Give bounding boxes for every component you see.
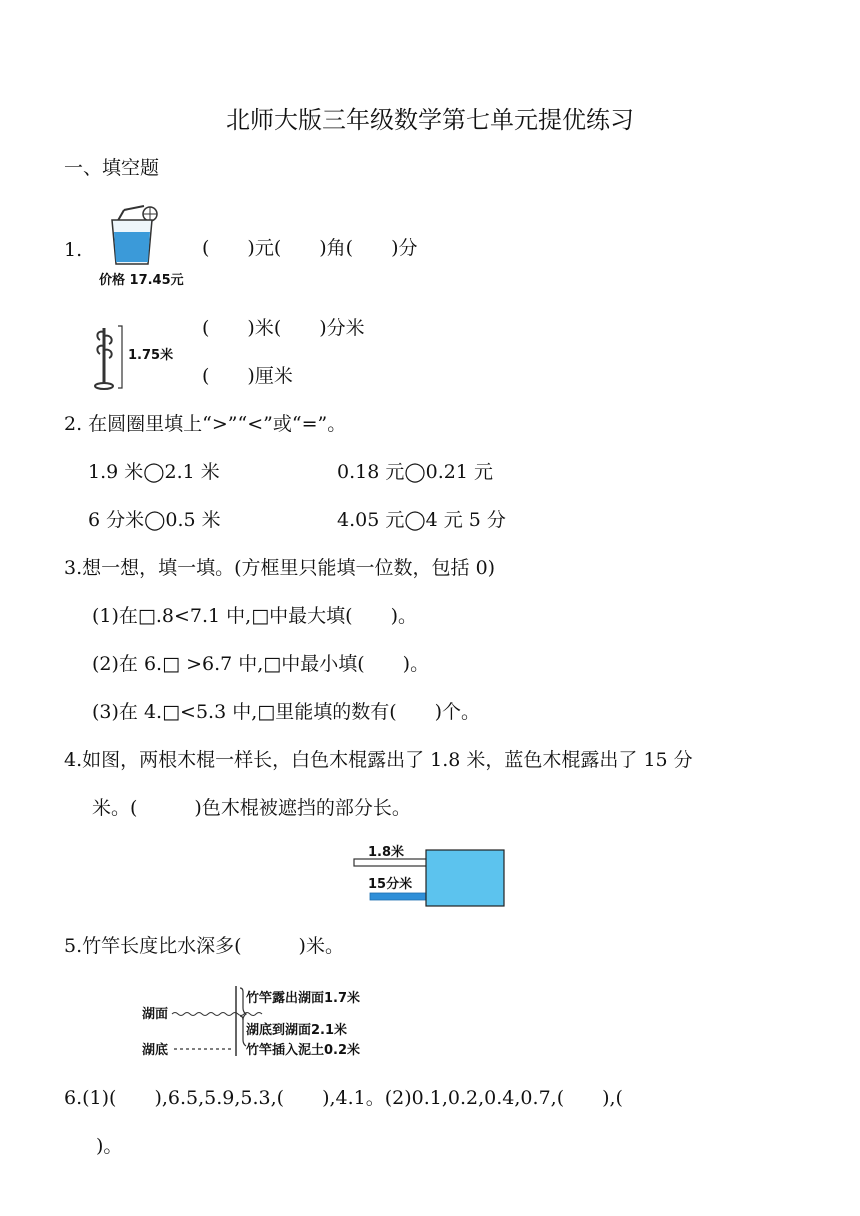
q2-item-b: 0.18 元◯0.21 元 [337,461,493,483]
lake-surface-label: 湖面 [142,1007,169,1022]
height-label: 1.75米 [128,348,174,363]
q6-line2: )。 [96,1135,123,1157]
q2-item-a: 1.9 米◯2.1 米 [88,461,220,483]
bamboo-lake-diagram [140,982,400,1062]
cover-box [426,850,504,906]
q1-number: 1. [64,239,83,261]
q2-item-c: 6 分米◯0.5 米 [88,509,221,531]
coat-rack-illustration [92,322,126,392]
q4-stem-line2: 米。( )色木棍被遮挡的部分长。 [92,797,411,819]
lake-surface-line [172,1013,262,1016]
section-heading: 一、填空题 [64,157,160,179]
q3-part-3: (3)在 4.□<5.3 中,□里能填的数有( )个。 [92,701,481,723]
price-label: 价格 17.45元 [99,273,184,288]
q4-stem-line1: 4.如图，两根木棍一样长，白色木棍露出了 1.8 米，蓝色木棍露出了 15 分 [64,749,693,771]
white-stick-label: 1.8米 [368,845,405,860]
label-in-mud: 竹竿插入泥土0.2米 [246,1043,361,1058]
q3-part-2: (2)在 6.□ >6.7 中,□中最小填( )。 [92,653,430,675]
blue-stick [370,893,428,900]
page-title: 北师大版三年级数学第七单元提优练习 [226,106,634,134]
lake-bottom-label: 湖底 [142,1043,169,1058]
sticks-diagram [350,840,510,910]
label-water-depth: 湖底到湖面2.1米 [246,1023,348,1038]
q5-stem: 5.竹竿长度比水深多( )米。 [64,935,344,957]
q1-blank-limi: ( )厘米 [202,365,293,387]
q3-part-1: (1)在□.8<7.1 中,□中最大填( )。 [92,605,417,627]
q1-blank-yuan-jiao-fen: ( )元( )角( )分 [202,237,418,259]
white-stick [354,859,428,866]
label-above-water: 竹竿露出湖面1.7米 [246,991,361,1006]
blue-stick-label: 15分米 [368,877,413,892]
q2-stem: 2. 在圆圈里填上“>”“<”或“=”。 [64,413,347,435]
q3-stem: 3.想一想，填一填。(方框里只能填一位数，包括 0) [64,557,496,579]
q2-item-d: 4.05 元◯4 元 5 分 [337,509,506,531]
q1-blank-mi-fenmi: ( )米( )分米 [202,317,365,339]
juice-glass-illustration [104,204,164,268]
q6-line1: 6.(1)( ),6.5,5.9,5.3,( ),4.1。(2)0.1,0.2,0.4,0.7,( ),( [64,1087,623,1109]
